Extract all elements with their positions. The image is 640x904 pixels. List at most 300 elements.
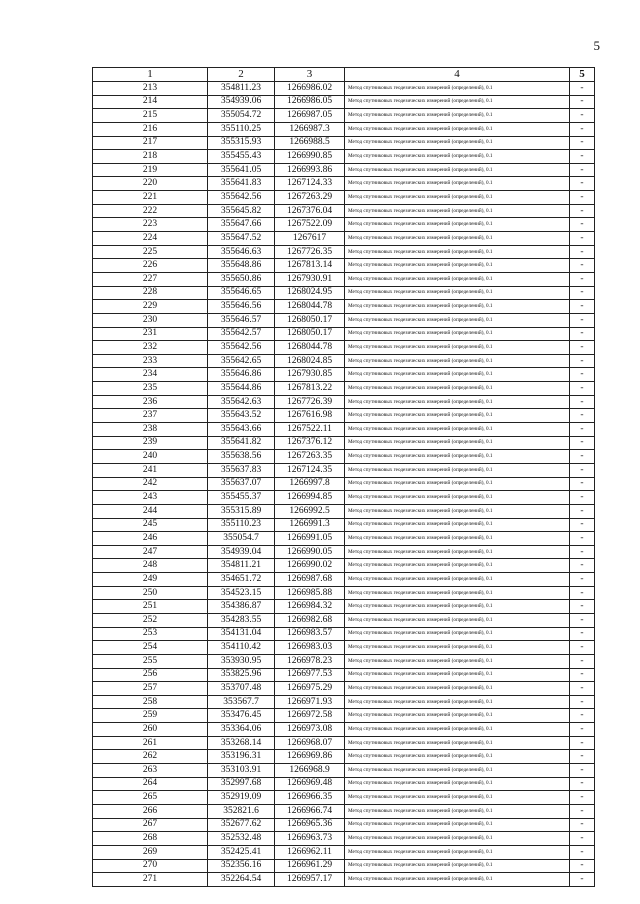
x-coordinate-cell: 352356.16: [208, 859, 275, 873]
table-row: [93, 682, 595, 696]
method-cell: Метод спутниковых геодезических измерений (определений), 0.1: [345, 82, 570, 96]
note-cell: -: [570, 327, 595, 341]
x-coordinate-cell: 354811.21: [208, 559, 275, 573]
note-cell: -: [570, 859, 595, 873]
point-number-cell: 269: [93, 845, 208, 859]
x-coordinate-cell: 353930.95: [208, 654, 275, 668]
table-row: [93, 804, 595, 818]
point-number-cell: 231: [93, 327, 208, 341]
method-cell: Метод спутниковых геодезических измерений (определений), 0.1: [345, 859, 570, 873]
table-row: [93, 654, 595, 668]
note-cell: -: [570, 177, 595, 191]
x-coordinate-cell: 355315.89: [208, 504, 275, 518]
point-number-cell: 253: [93, 627, 208, 641]
note-cell: -: [570, 313, 595, 327]
table-row: [93, 532, 595, 546]
x-coordinate-cell: 355638.56: [208, 450, 275, 464]
note-cell: -: [570, 764, 595, 778]
x-coordinate-cell: 354939.04: [208, 545, 275, 559]
x-coordinate-cell: 355637.83: [208, 463, 275, 477]
method-cell: Метод спутниковых геодезических измерений (определений), 0.1: [345, 504, 570, 518]
table-row: [93, 450, 595, 464]
point-number-cell: 218: [93, 150, 208, 164]
y-coordinate-cell: 1266993.86: [275, 163, 345, 177]
table-row: [93, 586, 595, 600]
point-number-cell: 224: [93, 232, 208, 246]
y-coordinate-cell: 1268044.78: [275, 300, 345, 314]
x-coordinate-cell: 353707.48: [208, 682, 275, 696]
method-cell: Метод спутниковых геодезических измерений (определений), 0.1: [345, 641, 570, 655]
table-row: [93, 436, 595, 450]
y-coordinate-cell: 1266990.85: [275, 150, 345, 164]
note-cell: -: [570, 695, 595, 709]
table-row: [93, 204, 595, 218]
header-col-3: 3: [275, 68, 345, 82]
point-number-cell: 240: [93, 450, 208, 464]
note-cell: -: [570, 504, 595, 518]
y-coordinate-cell: 1266990.02: [275, 559, 345, 573]
x-coordinate-cell: 354110.42: [208, 641, 275, 655]
x-coordinate-cell: 353103.91: [208, 764, 275, 778]
table-row: [93, 313, 595, 327]
table-row: [93, 750, 595, 764]
method-cell: Метод спутниковых геодезических измерений (определений), 0.1: [345, 109, 570, 123]
y-coordinate-cell: 1266965.36: [275, 818, 345, 832]
method-cell: Метод спутниковых геодезических измерений (определений), 0.1: [345, 545, 570, 559]
y-coordinate-cell: 1267124.33: [275, 177, 345, 191]
table-row: [93, 395, 595, 409]
table-row: [93, 272, 595, 286]
x-coordinate-cell: 355646.63: [208, 245, 275, 259]
y-coordinate-cell: 1268050.17: [275, 313, 345, 327]
point-number-cell: 216: [93, 122, 208, 136]
note-cell: -: [570, 491, 595, 505]
point-number-cell: 236: [93, 395, 208, 409]
method-cell: Метод спутниковых геодезических измерений (определений), 0.1: [345, 791, 570, 805]
x-coordinate-cell: 355646.56: [208, 300, 275, 314]
x-coordinate-cell: 353567.7: [208, 695, 275, 709]
y-coordinate-cell: 1266973.08: [275, 723, 345, 737]
table-row: [93, 709, 595, 723]
y-coordinate-cell: 1266987.3: [275, 122, 345, 136]
table-row: [93, 695, 595, 709]
header-col-1: 1: [93, 68, 208, 82]
x-coordinate-cell: 353268.14: [208, 736, 275, 750]
method-cell: Метод спутниковых геодезических измерений (определений), 0.1: [345, 300, 570, 314]
note-cell: -: [570, 627, 595, 641]
x-coordinate-cell: 355646.57: [208, 313, 275, 327]
table-row: [93, 191, 595, 205]
x-coordinate-cell: 353364.06: [208, 723, 275, 737]
x-coordinate-cell: 352425.41: [208, 845, 275, 859]
point-number-cell: 251: [93, 600, 208, 614]
note-cell: -: [570, 600, 595, 614]
table-row: [93, 613, 595, 627]
note-cell: -: [570, 818, 595, 832]
method-cell: Метод спутниковых геодезических измерений (определений), 0.1: [345, 804, 570, 818]
method-cell: Метод спутниковых геодезических измерений (определений), 0.1: [345, 586, 570, 600]
method-cell: Метод спутниковых геодезических измерений (определений), 0.1: [345, 654, 570, 668]
x-coordinate-cell: 355642.56: [208, 191, 275, 205]
table-row: [93, 232, 595, 246]
x-coordinate-cell: 352919.09: [208, 791, 275, 805]
point-number-cell: 221: [93, 191, 208, 205]
point-number-cell: 258: [93, 695, 208, 709]
x-coordinate-cell: 352532.48: [208, 832, 275, 846]
point-number-cell: 234: [93, 368, 208, 382]
y-coordinate-cell: 1266986.02: [275, 82, 345, 96]
y-coordinate-cell: 1266962.11: [275, 845, 345, 859]
x-coordinate-cell: 355054.7: [208, 532, 275, 546]
note-cell: -: [570, 232, 595, 246]
table-header-row: [93, 68, 595, 82]
point-number-cell: 214: [93, 95, 208, 109]
note-cell: -: [570, 150, 595, 164]
note-cell: -: [570, 109, 595, 123]
point-number-cell: 238: [93, 423, 208, 437]
page-number: 5: [593, 38, 600, 53]
point-number-cell: 245: [93, 518, 208, 532]
method-cell: Метод спутниковых геодезических измерений (определений), 0.1: [345, 873, 570, 887]
x-coordinate-cell: 355646.65: [208, 286, 275, 300]
point-number-cell: 232: [93, 341, 208, 355]
point-number-cell: 219: [93, 163, 208, 177]
y-coordinate-cell: 1266977.53: [275, 668, 345, 682]
point-number-cell: 243: [93, 491, 208, 505]
method-cell: Метод спутниковых геодезических измерений (определений), 0.1: [345, 259, 570, 273]
y-coordinate-cell: 1266994.85: [275, 491, 345, 505]
note-cell: -: [570, 286, 595, 300]
method-cell: Метод спутниковых геодезических измерений (определений), 0.1: [345, 736, 570, 750]
method-cell: Метод спутниковых геодезических измерений (определений), 0.1: [345, 150, 570, 164]
x-coordinate-cell: 355642.65: [208, 354, 275, 368]
note-cell: -: [570, 777, 595, 791]
table-row: [93, 600, 595, 614]
x-coordinate-cell: 355455.43: [208, 150, 275, 164]
table-row: [93, 736, 595, 750]
note-cell: -: [570, 395, 595, 409]
point-number-cell: 237: [93, 409, 208, 423]
note-cell: -: [570, 136, 595, 150]
y-coordinate-cell: 1266983.57: [275, 627, 345, 641]
table-row: [93, 791, 595, 805]
y-coordinate-cell: 1267930.85: [275, 368, 345, 382]
y-coordinate-cell: 1266963.73: [275, 832, 345, 846]
note-cell: -: [570, 654, 595, 668]
header-col-2: 2: [208, 68, 275, 82]
table-row: [93, 777, 595, 791]
table-row: [93, 327, 595, 341]
y-coordinate-cell: 1267522.11: [275, 423, 345, 437]
method-cell: Метод спутниковых геодезических измерений (определений), 0.1: [345, 423, 570, 437]
method-cell: Метод спутниковых геодезических измерений (определений), 0.1: [345, 695, 570, 709]
x-coordinate-cell: 355648.86: [208, 259, 275, 273]
note-cell: -: [570, 573, 595, 587]
note-cell: -: [570, 163, 595, 177]
method-cell: Метод спутниковых геодезических измерений (определений), 0.1: [345, 832, 570, 846]
y-coordinate-cell: 1266983.03: [275, 641, 345, 655]
y-coordinate-cell: 1266968.9: [275, 764, 345, 778]
method-cell: Метод спутниковых геодезических измерений (определений), 0.1: [345, 532, 570, 546]
point-number-cell: 223: [93, 218, 208, 232]
point-number-cell: 270: [93, 859, 208, 873]
point-number-cell: 250: [93, 586, 208, 600]
note-cell: -: [570, 559, 595, 573]
method-cell: Метод спутниковых геодезических измерений (определений), 0.1: [345, 709, 570, 723]
y-coordinate-cell: 1266991.05: [275, 532, 345, 546]
table-row: [93, 832, 595, 846]
point-number-cell: 248: [93, 559, 208, 573]
point-number-cell: 266: [93, 804, 208, 818]
table-row: [93, 163, 595, 177]
point-number-cell: 213: [93, 82, 208, 96]
y-coordinate-cell: 1266997.8: [275, 477, 345, 491]
x-coordinate-cell: 355647.66: [208, 218, 275, 232]
table-row: [93, 82, 595, 96]
x-coordinate-cell: 352264.54: [208, 873, 275, 887]
x-coordinate-cell: 355455.37: [208, 491, 275, 505]
method-cell: Метод спутниковых геодезических измерений (определений), 0.1: [345, 450, 570, 464]
x-coordinate-cell: 354131.04: [208, 627, 275, 641]
method-cell: Метод спутниковых геодезических измерений (определений), 0.1: [345, 191, 570, 205]
y-coordinate-cell: 1266971.93: [275, 695, 345, 709]
y-coordinate-cell: 1267726.39: [275, 395, 345, 409]
point-number-cell: 226: [93, 259, 208, 273]
table-row: [93, 300, 595, 314]
table-row: [93, 545, 595, 559]
y-coordinate-cell: 1266984.32: [275, 600, 345, 614]
note-cell: -: [570, 450, 595, 464]
table-row: [93, 259, 595, 273]
note-cell: -: [570, 804, 595, 818]
x-coordinate-cell: 355054.72: [208, 109, 275, 123]
y-coordinate-cell: 1268050.17: [275, 327, 345, 341]
x-coordinate-cell: 355642.57: [208, 327, 275, 341]
method-cell: Метод спутниковых геодезических измерений (определений), 0.1: [345, 600, 570, 614]
method-cell: Метод спутниковых геодезических измерений (определений), 0.1: [345, 368, 570, 382]
y-coordinate-cell: 1266982.68: [275, 613, 345, 627]
method-cell: Метод спутниковых геодезических измерений (определений), 0.1: [345, 232, 570, 246]
note-cell: -: [570, 259, 595, 273]
x-coordinate-cell: 355643.66: [208, 423, 275, 437]
method-cell: Метод спутниковых геодезических измерений (определений), 0.1: [345, 409, 570, 423]
x-coordinate-cell: 352997.68: [208, 777, 275, 791]
table-row: [93, 477, 595, 491]
method-cell: Метод спутниковых геодезических измерений (определений), 0.1: [345, 95, 570, 109]
note-cell: -: [570, 709, 595, 723]
method-cell: Метод спутниковых геодезических измерений (определений), 0.1: [345, 491, 570, 505]
method-cell: Метод спутниковых геодезических измерений (определений), 0.1: [345, 845, 570, 859]
table-row: [93, 559, 595, 573]
x-coordinate-cell: 354811.23: [208, 82, 275, 96]
method-cell: Метод спутниковых геодезических измерений (определений), 0.1: [345, 818, 570, 832]
note-cell: -: [570, 545, 595, 559]
table-row: [93, 504, 595, 518]
note-cell: -: [570, 191, 595, 205]
y-coordinate-cell: 1266975.29: [275, 682, 345, 696]
method-cell: Метод спутниковых геодезических измерений (определений), 0.1: [345, 723, 570, 737]
x-coordinate-cell: 355110.23: [208, 518, 275, 532]
method-cell: Метод спутниковых геодезических измерений (определений), 0.1: [345, 573, 570, 587]
point-number-cell: 264: [93, 777, 208, 791]
y-coordinate-cell: 1266969.48: [275, 777, 345, 791]
note-cell: -: [570, 245, 595, 259]
point-number-cell: 262: [93, 750, 208, 764]
method-cell: Метод спутниковых геодезических измерений (определений), 0.1: [345, 750, 570, 764]
coordinates-table: [92, 67, 595, 887]
table-row: [93, 845, 595, 859]
y-coordinate-cell: 1266992.5: [275, 504, 345, 518]
table-row: [93, 873, 595, 887]
point-number-cell: 261: [93, 736, 208, 750]
method-cell: Метод спутниковых геодезических измерений (определений), 0.1: [345, 477, 570, 491]
y-coordinate-cell: 1266991.3: [275, 518, 345, 532]
x-coordinate-cell: 354386.87: [208, 600, 275, 614]
x-coordinate-cell: 355642.63: [208, 395, 275, 409]
note-cell: -: [570, 354, 595, 368]
method-cell: Метод спутниковых геодезических измерений (определений), 0.1: [345, 627, 570, 641]
note-cell: -: [570, 586, 595, 600]
point-number-cell: 215: [93, 109, 208, 123]
method-cell: Метод спутниковых геодезических измерений (определений), 0.1: [345, 436, 570, 450]
method-cell: Метод спутниковых геодезических измерений (определений), 0.1: [345, 764, 570, 778]
point-number-cell: 252: [93, 613, 208, 627]
table-row: [93, 368, 595, 382]
table-row: [93, 491, 595, 505]
method-cell: Метод спутниковых геодезических измерений (определений), 0.1: [345, 395, 570, 409]
point-number-cell: 217: [93, 136, 208, 150]
x-coordinate-cell: 355642.56: [208, 341, 275, 355]
x-coordinate-cell: 355637.07: [208, 477, 275, 491]
note-cell: -: [570, 613, 595, 627]
note-cell: -: [570, 204, 595, 218]
x-coordinate-cell: 355315.93: [208, 136, 275, 150]
point-number-cell: 244: [93, 504, 208, 518]
method-cell: Метод спутниковых геодезических измерений (определений), 0.1: [345, 163, 570, 177]
y-coordinate-cell: 1267930.91: [275, 272, 345, 286]
method-cell: Метод спутниковых геодезических измерений (определений), 0.1: [345, 122, 570, 136]
point-number-cell: 271: [93, 873, 208, 887]
y-coordinate-cell: 1266978.23: [275, 654, 345, 668]
y-coordinate-cell: 1267263.35: [275, 450, 345, 464]
y-coordinate-cell: 1267263.29: [275, 191, 345, 205]
x-coordinate-cell: 355110.25: [208, 122, 275, 136]
x-coordinate-cell: 354523.15: [208, 586, 275, 600]
y-coordinate-cell: 1266990.05: [275, 545, 345, 559]
x-coordinate-cell: 354939.06: [208, 95, 275, 109]
table-row: [93, 409, 595, 423]
method-cell: Метод спутниковых геодезических измерений (определений), 0.1: [345, 286, 570, 300]
table-row: [93, 518, 595, 532]
point-number-cell: 233: [93, 354, 208, 368]
note-cell: -: [570, 832, 595, 846]
note-cell: -: [570, 436, 595, 450]
table-body: [93, 82, 595, 887]
y-coordinate-cell: 1266968.07: [275, 736, 345, 750]
note-cell: -: [570, 873, 595, 887]
method-cell: Метод спутниковых геодезических измерений (определений), 0.1: [345, 272, 570, 286]
point-number-cell: 268: [93, 832, 208, 846]
y-coordinate-cell: 1268024.95: [275, 286, 345, 300]
method-cell: Метод спутниковых геодезических измерений (определений), 0.1: [345, 313, 570, 327]
table-row: [93, 573, 595, 587]
method-cell: Метод спутниковых геодезических измерений (определений), 0.1: [345, 177, 570, 191]
y-coordinate-cell: 1266985.88: [275, 586, 345, 600]
table-row: [93, 95, 595, 109]
method-cell: Метод спутниковых геодезических измерений (определений), 0.1: [345, 204, 570, 218]
header-col-5: 5: [570, 68, 595, 82]
y-coordinate-cell: 1267617: [275, 232, 345, 246]
y-coordinate-cell: 1267726.35: [275, 245, 345, 259]
table-row: [93, 177, 595, 191]
y-coordinate-cell: 1267522.09: [275, 218, 345, 232]
y-coordinate-cell: 1266972.58: [275, 709, 345, 723]
note-cell: -: [570, 791, 595, 805]
point-number-cell: 242: [93, 477, 208, 491]
x-coordinate-cell: 352821.6: [208, 804, 275, 818]
note-cell: -: [570, 532, 595, 546]
method-cell: Метод спутниковых геодезических измерений (определений), 0.1: [345, 245, 570, 259]
table-row: [93, 341, 595, 355]
method-cell: Метод спутниковых геодезических измерений (определений), 0.1: [345, 668, 570, 682]
method-cell: Метод спутниковых геодезических измерений (определений), 0.1: [345, 341, 570, 355]
x-coordinate-cell: 355643.52: [208, 409, 275, 423]
y-coordinate-cell: 1267376.12: [275, 436, 345, 450]
table-row: [93, 354, 595, 368]
point-number-cell: 260: [93, 723, 208, 737]
point-number-cell: 228: [93, 286, 208, 300]
table-row: [93, 641, 595, 655]
x-coordinate-cell: 353476.45: [208, 709, 275, 723]
point-number-cell: 255: [93, 654, 208, 668]
point-number-cell: 229: [93, 300, 208, 314]
point-number-cell: 235: [93, 382, 208, 396]
table-row: [93, 109, 595, 123]
method-cell: Метод спутниковых геодезических измерений (определений), 0.1: [345, 559, 570, 573]
method-cell: Метод спутниковых геодезических измерений (определений), 0.1: [345, 327, 570, 341]
point-number-cell: 225: [93, 245, 208, 259]
note-cell: -: [570, 368, 595, 382]
point-number-cell: 241: [93, 463, 208, 477]
point-number-cell: 249: [93, 573, 208, 587]
table-row: [93, 136, 595, 150]
note-cell: -: [570, 382, 595, 396]
point-number-cell: 256: [93, 668, 208, 682]
point-number-cell: 239: [93, 436, 208, 450]
y-coordinate-cell: 1266988.5: [275, 136, 345, 150]
note-cell: -: [570, 736, 595, 750]
x-coordinate-cell: 355650.86: [208, 272, 275, 286]
x-coordinate-cell: 355644.86: [208, 382, 275, 396]
method-cell: Метод спутниковых геодезических измерений (определений), 0.1: [345, 382, 570, 396]
y-coordinate-cell: 1268024.85: [275, 354, 345, 368]
point-number-cell: 263: [93, 764, 208, 778]
method-cell: Метод спутниковых геодезических измерений (определений), 0.1: [345, 463, 570, 477]
y-coordinate-cell: 1267616.98: [275, 409, 345, 423]
table-row: [93, 245, 595, 259]
y-coordinate-cell: 1266966.35: [275, 791, 345, 805]
note-cell: -: [570, 341, 595, 355]
table-row: [93, 463, 595, 477]
method-cell: Метод спутниковых геодезических измерений (определений), 0.1: [345, 613, 570, 627]
table-row: [93, 818, 595, 832]
point-number-cell: 230: [93, 313, 208, 327]
table-row: [93, 122, 595, 136]
point-number-cell: 259: [93, 709, 208, 723]
table-row: [93, 382, 595, 396]
method-cell: Метод спутниковых геодезических измерений (определений), 0.1: [345, 354, 570, 368]
table-row: [93, 668, 595, 682]
